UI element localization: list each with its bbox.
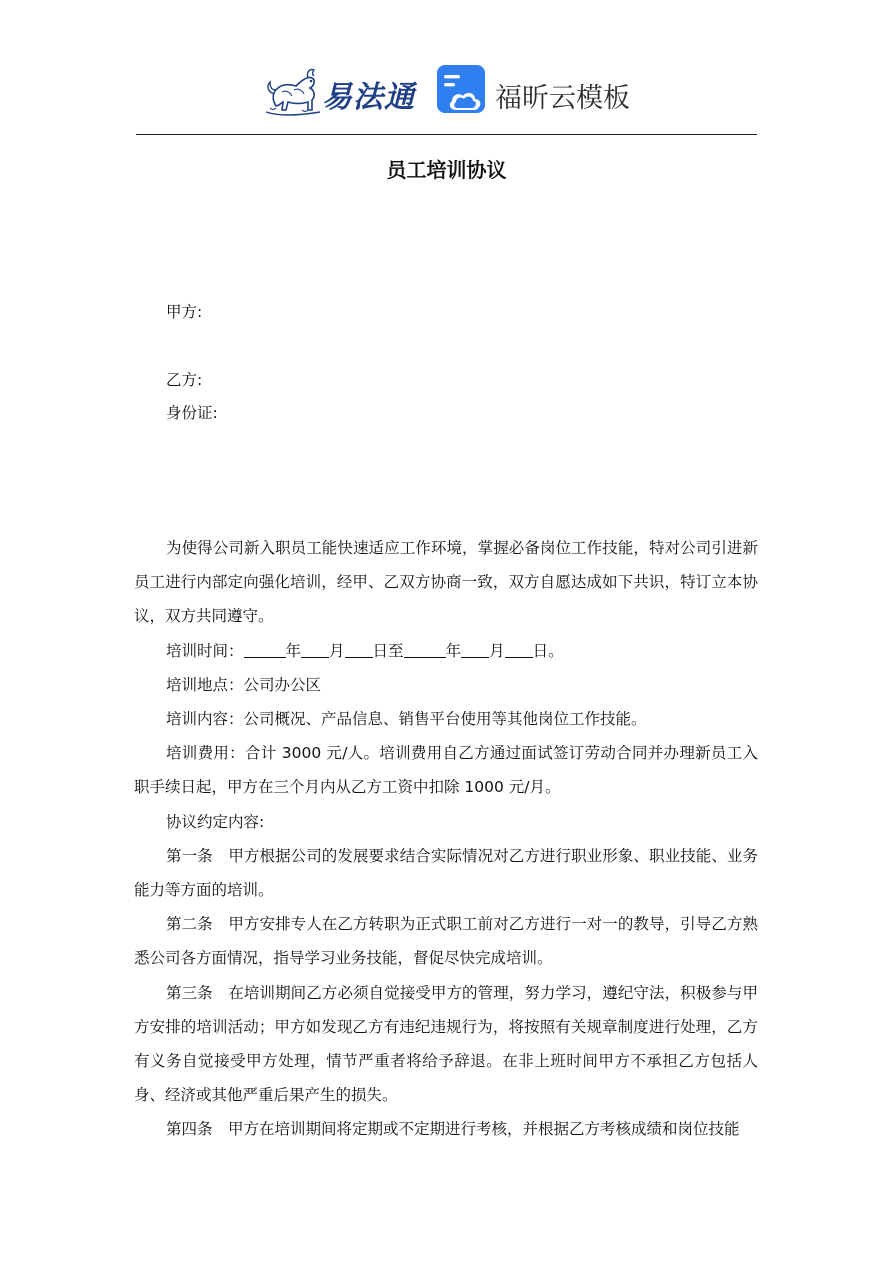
yifatong-logo	[262, 62, 422, 118]
fuxin-logo-text: 福昕云模板	[495, 83, 630, 114]
fuxin-cloud-template-logo	[436, 64, 636, 120]
qilin-emblem-icon	[262, 62, 324, 118]
day-to-text: 日至	[372, 641, 404, 660]
end-day-blank	[505, 640, 533, 657]
start-year-blank	[244, 640, 286, 657]
cloud-document-icon	[436, 64, 488, 116]
end-day-unit: 日。	[532, 641, 564, 660]
end-year-blank	[404, 640, 446, 657]
article-2: 第二条 甲方安排专人在乙方转职为正式职工前对乙方进行一对一的教导，引导乙方熟悉公司各方面情况，指导学习业务技能，督促尽快完成培训。	[134, 915, 758, 968]
start-month-unit: 月	[329, 641, 345, 660]
end-month-blank	[461, 640, 489, 657]
intro-paragraph: 为使得公司新入职员工能快速适应工作环境，掌握必备岗位工作技能，特对公司引进新员工进行内部定向强化培训，经甲、乙双方协商一致，双方自愿达成如下共识，特订立本协议，双方共同遵守。	[134, 539, 758, 626]
training-time-line	[134, 634, 758, 668]
training-content-line: 培训内容：公司概况、产品信息、销售平台使用等其他岗位工作技能。	[166, 710, 647, 729]
header-divider	[136, 134, 757, 135]
start-day-blank	[345, 640, 373, 657]
agreement-heading: 协议约定内容:	[166, 812, 265, 831]
page-header	[0, 58, 893, 122]
id-card-label: 身份证:	[166, 404, 218, 422]
yifatong-logo-text: 易法通	[322, 80, 415, 115]
start-year-unit: 年	[285, 641, 302, 660]
training-time-label: 培训时间：	[166, 641, 244, 660]
article-4: 第四条 甲方在培训期间将定期或不定期进行考核，并根据乙方考核成绩和岗位技能	[166, 1120, 740, 1139]
agreement-body	[134, 531, 758, 1147]
party-a-label: 甲方:	[166, 303, 203, 321]
training-location-line: 培训地点：公司办公区	[166, 675, 322, 694]
article-3: 第三条 在培训期间乙方必须自觉接受甲方的管理，努力学习，遵纪守法，积极参与甲方安排的培训活动；甲方如发现乙方有违纪违规行为，将按照有关规章制度进行处理，乙方有义务自觉接受甲方处理，情节严重者将给予辞退。在非上班时间甲方不承担乙方包括人身、经济或其他严重后果产生的损失。	[134, 983, 758, 1105]
end-month-unit: 月	[489, 641, 505, 660]
end-year-unit: 年	[445, 641, 462, 660]
party-b-label: 乙方:	[166, 371, 203, 389]
document-title: 员工培训协议	[386, 158, 507, 182]
start-month-blank	[301, 640, 329, 657]
training-fee-paragraph: 培训费用：合计 3000 元/人。培训费用自乙方通过面试签订劳动合同并办理新员工入职手续日起，甲方在三个月内从乙方工资中扣除 1000 元/月。	[134, 744, 758, 797]
article-1: 第一条 甲方根据公司的发展要求结合实际情况对乙方进行职业形象、职业技能、业务能力等方面的培训。	[134, 846, 758, 900]
